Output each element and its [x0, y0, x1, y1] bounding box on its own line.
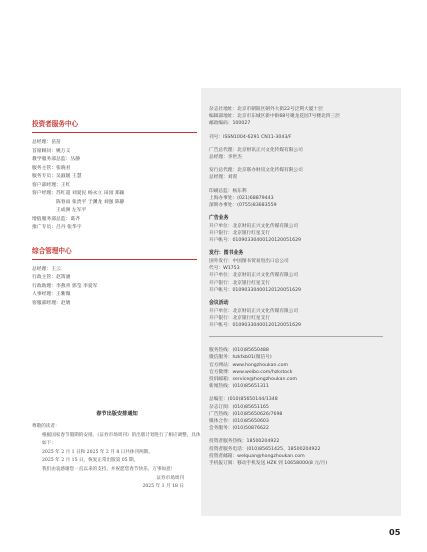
masthead-line: 投诉邮箱：service@hongzhoukan.com [209, 377, 297, 383]
masthead-line: 开户单位：北京财讯正兴文化传媒有限公司 [209, 308, 299, 314]
section-divider [32, 132, 197, 133]
masthead-line: 投资者邮箱：welquan@hongzhoukan.com [209, 453, 305, 459]
staff-names [51, 139, 197, 148]
staff-role: 教学服务部总监： [32, 157, 71, 162]
masthead-line: 服务热线：(010)85650488 [209, 348, 269, 354]
staff-row [32, 156, 197, 165]
masthead-line: 开户银行：北京银行红星支行 [209, 315, 270, 321]
staff-role: 服务主管： [32, 165, 56, 171]
masthead-line: 广告热线：(010)85650626/7698 [209, 411, 283, 417]
staff-role: 人事经理： [32, 292, 56, 297]
staff-names [56, 165, 197, 174]
masthead-line: 官方网站：www.hongzhoukan.com [209, 362, 289, 368]
investor-center-list [32, 139, 197, 233]
admin-center-title: 综合管理中心 [32, 246, 72, 255]
masthead-line: 会务服务：(010)50876622 [209, 426, 269, 432]
distribution-title: 发行：图书业务 [209, 250, 244, 257]
masthead-line: 杂志订阅：(010)85651165 [209, 404, 269, 410]
notice-salutation: 尊敬的读者： [32, 424, 60, 429]
masthead-line: 印刷总监：杨东利 [209, 188, 247, 194]
staff-names [70, 216, 197, 225]
staff-names-line: 陈春雨 张贵平 于渊龙 刘强 陈静 [56, 199, 125, 205]
staff-role: 总经理： [32, 266, 52, 272]
staff-names [56, 291, 197, 300]
notice-item: 2025 年 2 月 1 日和 2025 年 2 月 8 日共休刊两期。 [42, 449, 153, 455]
staff-names-line: 王云 [51, 266, 61, 272]
staff-names [56, 190, 197, 216]
masthead-line: 开户单位：北京财讯正兴文化传媒有限公司 [209, 223, 299, 229]
staff-role: 总经理： [32, 140, 52, 145]
masthead-line: 总经理：李世杰 [209, 155, 242, 161]
masthead-line: 开户单位：北京财讯正兴文化传媒有限公司 [209, 273, 299, 279]
staff-names-line: 王红 [60, 182, 71, 188]
masthead-line: 微信服务：hzkfxb01(微信号) [209, 355, 272, 361]
investor-center-title: 投资者服务中心 [32, 120, 79, 128]
staff-role: 客服部经理： [32, 300, 61, 306]
staff-row [32, 165, 197, 174]
staff-role: 行政助理： [32, 283, 56, 289]
ad-business-title: 广告业务 [209, 215, 229, 222]
notice-sign-date: 2025 年 1 月 18 日 [142, 484, 184, 490]
masthead-line: 广告总代理：北京财讯正兴文化传媒有限公司 [209, 147, 303, 153]
masthead-line: 开户帐号：01090330400120120051629 [209, 238, 302, 244]
staff-names [56, 224, 197, 233]
staff-names-line: 苏红超 刘爱民 杨永立 田园 郑颖 [56, 191, 125, 196]
staff-role: 客户部经理： [32, 182, 61, 188]
staff-row [32, 182, 197, 191]
masthead-line: 编辑部地址：北京市东城区新中街68号聚龙花园7号楼北四三层 [209, 114, 340, 120]
staff-row [32, 216, 197, 225]
staff-names-line: 王成洲 左军平 [56, 208, 87, 213]
notice-item: 2025 年 2 月 15 日，恢复正常出版第 05 期。 [42, 458, 139, 464]
staff-names [61, 182, 197, 191]
staff-row [32, 139, 197, 148]
notice-thanks: 我们由衷感谢您一直以来的支持，并祝愿您春节快乐，万事如意！ [42, 466, 176, 472]
staff-row [32, 300, 197, 309]
staff-names-line: 丛静 [70, 157, 80, 162]
masthead-line: 上海办事处：(021)68879443 [209, 195, 274, 201]
staff-names [61, 300, 197, 309]
notice-title: 春节出版安排通知 [96, 411, 138, 417]
staff-names-line: 赵箐涵 [56, 275, 71, 280]
staff-role: 首席顾问： [32, 148, 56, 154]
staff-names [56, 274, 197, 283]
staff-names [56, 283, 197, 292]
page-number: 05 [389, 527, 401, 537]
masthead-line: 代号：W1753 [209, 266, 240, 272]
masthead-line: 深圳办事处：(0755)83683559 [209, 203, 277, 209]
staff-names-line: 王紫微 [56, 292, 71, 297]
staff-row [32, 274, 197, 283]
staff-row [32, 266, 197, 275]
staff-role: 客户经理： [32, 191, 56, 196]
staff-names-line: 李燕青 郭莹 李爱军 [56, 283, 98, 289]
staff-role: 增值服务部总监： [32, 216, 71, 222]
masthead-line: 刊号：ISSN1004-6291 CN11-3043/F [209, 134, 292, 140]
holiday-notice [32, 410, 202, 492]
notice-sign-org: 证券市场周刊 [156, 475, 184, 481]
staff-role: 行政主管： [32, 275, 56, 280]
masthead-line: 国外发行：中国图书贸易进出口总公司 [209, 259, 289, 265]
masthead-line: 邮政编码：100027 [209, 121, 251, 127]
masthead-line: 杂志社地址：北京市朝阳区朝外大街22号泛利大厦十层 [209, 107, 323, 112]
staff-names [70, 156, 197, 165]
staff-names [51, 266, 197, 275]
masthead-line: 投资者服务热线：18500204922 [209, 439, 280, 445]
masthead-line: 开户帐号：01090330400120120051629 [209, 287, 302, 293]
masthead-line: 开户银行：北京银行红星支行 [209, 231, 270, 237]
staff-row [32, 190, 197, 216]
masthead-line: 媒体合作：(010)85650603 [209, 419, 269, 425]
staff-row [32, 283, 197, 292]
staff-role: 服务专员： [32, 174, 56, 179]
admin-center-list [32, 266, 197, 309]
staff-row [32, 173, 197, 182]
staff-names-line: 吴淑媛 王慧 [56, 174, 82, 179]
staff-names [56, 148, 197, 157]
events-title: 会议活动 [209, 300, 229, 307]
masthead-line: 投资者服务电话：(010)85651425、18500204922 [209, 446, 321, 452]
masthead-line: 发行总代理：北京联办财讯文化传媒有限公司 [209, 168, 303, 174]
staff-row [32, 148, 197, 157]
staff-role: 推广专员： [32, 225, 56, 230]
staff-names [56, 173, 197, 182]
staff-row [32, 224, 197, 233]
masthead-divider [209, 336, 383, 337]
staff-names-line: 葛齐 [70, 216, 80, 222]
section-divider [32, 259, 197, 260]
staff-directory [32, 118, 197, 308]
staff-names-line: 姚万义 [56, 148, 71, 154]
staff-row [32, 291, 197, 300]
masthead-line: 开户银行：北京银行红星支行 [209, 280, 270, 286]
masthead-line: 官方微博：www.weibo.com/hzkstock [209, 369, 293, 375]
notice-body: 根据国家春节假期的安排，《证券市场周刊》的出版计划进行了相应调整，具体如下： [42, 432, 201, 447]
staff-names-line: 苗苗 [51, 140, 61, 145]
masthead-line: 总经理：刘霄 [209, 175, 238, 181]
masthead-line: 新闻热线：(010)85651311 [209, 384, 269, 390]
staff-names-line: 赵婧 [60, 300, 71, 306]
masthead-line: 开户帐号：01090330400120120051629 [209, 323, 302, 329]
staff-names-line: 张晓君 [56, 165, 71, 171]
staff-names-line: 吕丹 张华宇 [56, 225, 82, 230]
masthead-line: 总编室：(010)85650144/1348 [209, 397, 278, 403]
masthead-line: 手机报订阅：移动手机发送 HZK 到 10658000(8 元/月) [209, 461, 328, 467]
masthead-panel [201, 88, 401, 516]
masthead-content [209, 106, 397, 467]
